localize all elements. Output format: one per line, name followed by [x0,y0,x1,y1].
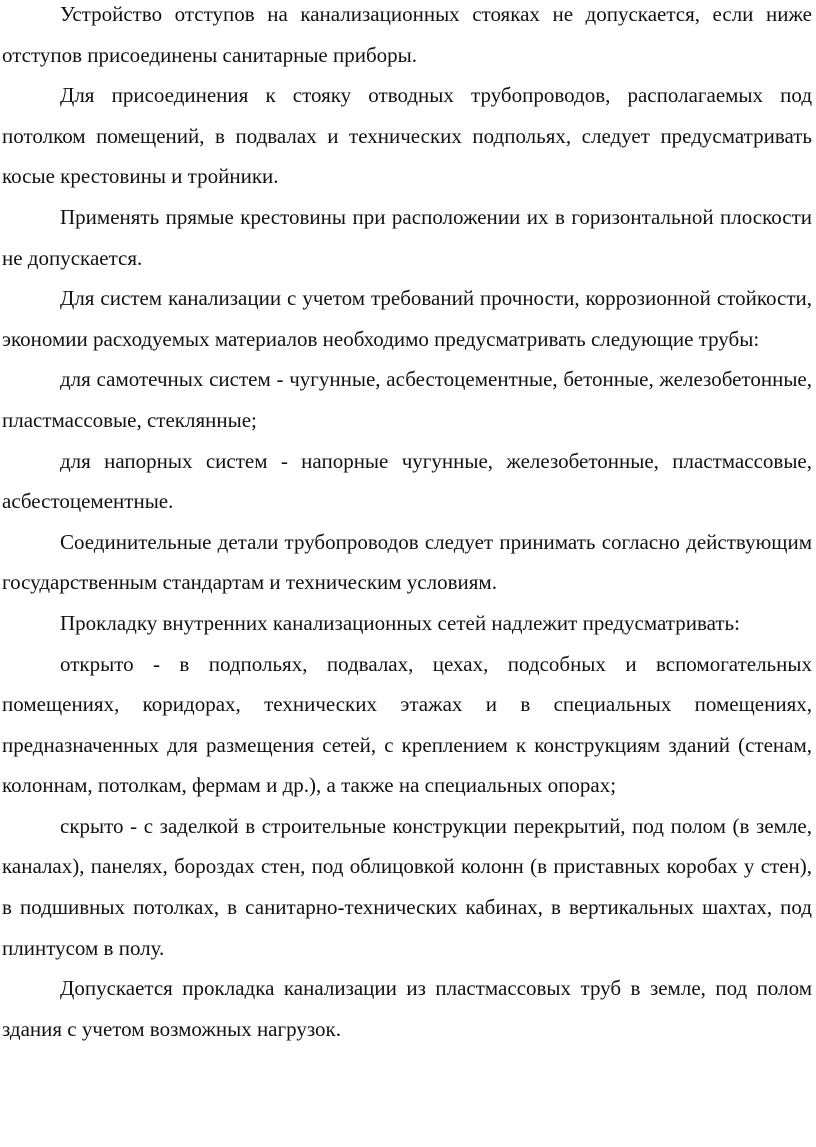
paragraph-open-installation: открыто - в подпольях, подвалах, цехах, подсобных и вспомогательных помещениях, коридорах, технических этажах и в специальных помещениях, предназначенных для размещения сетей, с креплением к конструкциям зданий (стенам, колоннам, потолкам, фермам и др.), а также на специальных опорах; [2,651,812,798]
paragraph-pressure-systems: для напорных систем - напорные чугунные, железобетонные, пластмассовые, асбестоцементные. [2,448,812,514]
paragraph-pipe-requirements: Для систем канализации с учетом требований прочности, коррозионной стойкости, экономии расходуемых материалов необходимо предусматривать следующие трубы: [2,286,812,351]
paragraph-plastic-pipes: Допускается прокладка канализации из пластмассовых труб в земле, под полом здания с учетом возможных нагрузок. [2,976,812,1041]
paragraph-fittings: Соединительные детали трубопроводов следует принимать согласно действующим государственным стандартам и техническим условиям. [2,529,812,595]
paragraph-concealed-installation: скрыто - с заделкой в строительные конструкции перекрытий, под полом (в земле, каналах), панелях, бороздах стен, под облицовкой колонн (в приставных коробах у стен), в подшивных потолках, в санитарно-технических кабинах, в вертикальных шахтах, под плинтусом в полу. [2,813,812,960]
paragraph-riser-offsets: Устройство отступов на канализационных стояках не допускается, если ниже отступов присоединены санитарные приборы. [2,2,812,67]
paragraph-gravity-systems: для самотечных систем - чугунные, асбестоцементные, бетонные, железобетонные, пластмассовые, стеклянные; [2,367,812,432]
paragraph-branch-connections: Для присоединения к стояку отводных трубопроводов, располагаемых под потолком помещений, в подвалах и технических подпольях, следует предусматривать косые крестовины и тройники. [2,83,812,189]
paragraph-network-routing: Прокладку внутренних канализационных сетей надлежит предусматривать: [60,610,740,635]
paragraph-straight-crosses: Применять прямые крестовины при расположении их в горизонтальной плоскости не допускается. [2,204,812,270]
